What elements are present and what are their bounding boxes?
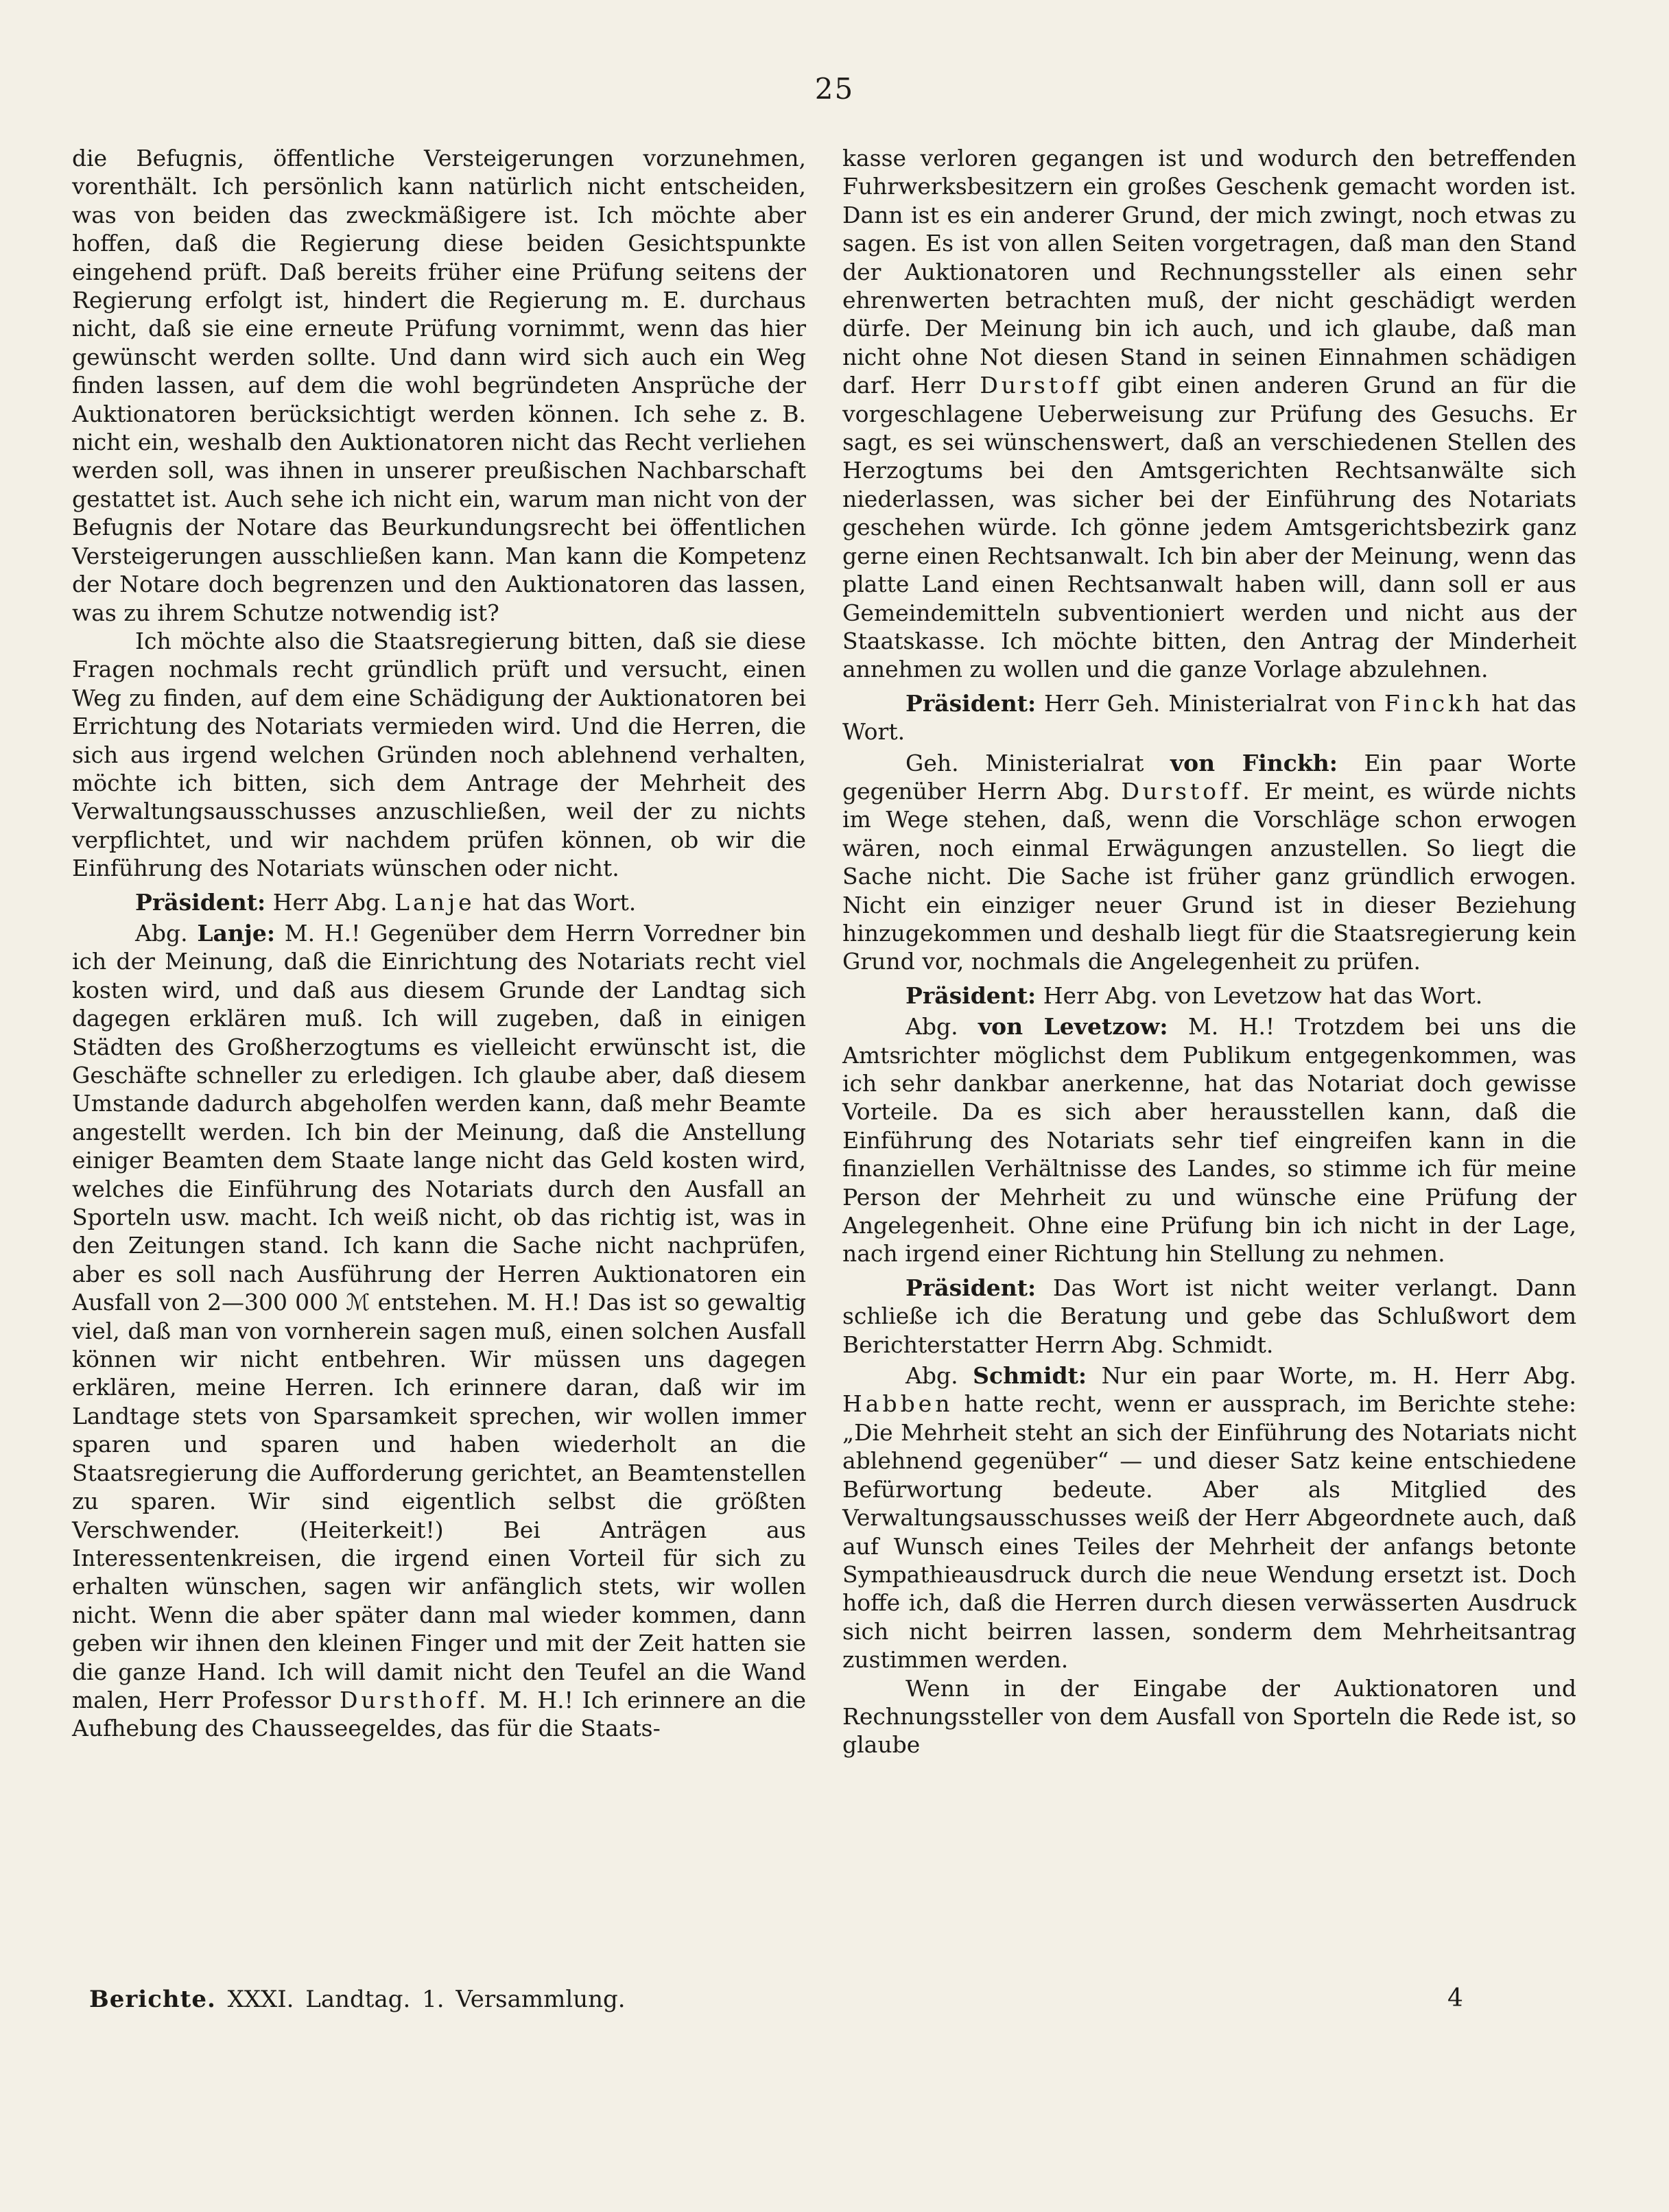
speaker-name: Durstoff: [980, 372, 1102, 399]
speaker-label: Präsident:: [905, 689, 1037, 717]
text-segment: M. H.! Trotzdem bei uns die Amtsrichter möglichst dem Publikum entgegenkommen, was ich sehr dankbar anerkenne, hat das Notariat doch gewisse Vorteile. Da es sich aber herausstellen kann, daß die Einführung des Notariats sehr tief eingreifen kann in die finanziellen Verhältnisse des Landes, so stimme ich für meine Person der Mehrheit zu und wünsche eine Prüfung der Angelegenheit. Ohne eine Prüfung bin ich nicht in der Lage, nach irgend einer Richtung hin Stellung zu nehmen.: [842, 1013, 1576, 1268]
speaker-name: Finckh: [1384, 689, 1484, 717]
speaker-line: [842, 1274, 1576, 1359]
right-column: [842, 144, 1576, 1759]
text-segment: hat das Wort.: [482, 888, 637, 916]
text-segment: Ein paar Worte gegenüber Herrn Abg.: [842, 749, 1576, 805]
text-segment: M. H.! Ich erinnere an die Aufhebung des Chausseegeldes, das für die Staats-: [72, 1686, 807, 1742]
speaker-label: Präsident:: [905, 1274, 1037, 1301]
text-segment: Geh. Ministerialrat: [905, 749, 1144, 776]
paragraph: [842, 749, 1576, 976]
signature-mark: 4: [1447, 1984, 1463, 2012]
text-segment: M. H.! Gegenüber dem Herrn Vorredner bin ich der Meinung, daß die Einrichtung des Notariats recht viel kosten wird, und daß aus diesem Grunde der Landtag sich dagegen erklären muß. Ich will zugeben, daß in einigen Städten des Großherzogtums es vielleicht erwünscht ist, die Geschäfte schneller zu erledigen. Ich glaube aber, daß diesem Umstande dadurch abgeholfen werden kann, daß mehr Beamte angestellt werden. Ich bin der Meinung, daß die Anstellung einiger Beamten dem Staate lange nicht das Geld kosten wird, welches die Einführung des Notariats durch den Ausfall an Sporteln usw. macht. Ich weiß nicht, ob das richtig ist, was in den Zeitungen stand. Ich kann die Sache nicht nachprüfen, aber es soll nach Ausführung der Herren Auktionatoren ein Ausfall von 2—300 000 ℳ entstehen. M. H.! Das ist so gewaltig viel, daß man von vornherein sagen muß, einen solchen Ausfall können wir nicht entbehren. Wir müssen uns dagegen erklären, meine Herren. Ich erinnere daran, daß wir im Landtage stets von Sparsamkeit sprechen, wir wollen immer sparen und sparen und haben wiederholt an die Staatsregierung die Aufforderung gerichtet, an Beamtenstellen zu sparen. Wir sind eigentlich selbst die größten Verschwender. (Heiterkeit!) Bei Anträgen aus Interessentenkreisen, die irgend einen Vorteil für sich zu erhalten wünschen, sagen wir anfänglich stets, wir wollen nicht. Wenn die aber später dann mal wieder kommen, dann geben wir ihnen den kleinen Finger und mit der Zeit hatten sie die ganze Hand. Ich will damit nicht den Teufel an die Wand malen, Herr Professor: [72, 919, 806, 1713]
paragraph: Wenn in der Eingabe der Auktionatoren und Rechnungssteller von dem Ausfall von Sporteln die Rede ist, so glaube: [842, 1674, 1576, 1759]
text-segment: kasse verloren gegangen ist und wodurch den betreffenden Fuhrwerksbesitzern ein großes Geschenk gemacht worden ist. Dann ist es ein anderer Grund, der mich zwingt, noch etwas zu sagen. Es ist von allen Seiten vorgetragen, daß man den Stand der Auktionatoren und Rechnungssteller als einen sehr ehrenwerten betrachten muß, der nicht geschädigt werden dürfe. Der Meinung bin ich auch, und ich glaube, daß man nicht ohne Not diesen Stand in seinen Einnahmen schädigen darf. Herr: [842, 145, 1576, 399]
footer-line: [89, 1986, 809, 2013]
text-segment: hat das Wort.: [842, 689, 1576, 746]
text-segment: Herr Abg. von Levetzow hat das Wort.: [1043, 982, 1483, 1009]
text-segment: Er meint, es würde nichts im Wege stehen, daß, wenn die Vorschläge schon erwogen wären, noch einmal Erwägungen anzustellen. So liegt die Sache nicht. Die Sache ist früher ganz gründlich erwogen. Nicht ein einziger neuer Grund ist in dieser Beziehung hinzugekommen und deshalb liegt für die Staatsregierung kein Grund vor, nochmals die Angelegenheit zu prüfen.: [842, 777, 1576, 975]
speaker-line: [842, 982, 1576, 1010]
speaker-name: von Finckh:: [1170, 749, 1338, 776]
speaker-label: Präsident:: [905, 982, 1037, 1009]
footer-text: XXXI. Landtag. 1. Versammlung.: [227, 1986, 626, 2013]
paragraph: Ich möchte also die Staatsregierung bitten, daß sie diese Fragen nochmals recht gründlich prüft und versucht, einen Weg zu finden, auf dem eine Schädigung der Auktionatoren bei Errichtung des Notariats vermieden wird. Und die Herren, die sich aus irgend welchen Gründen noch ablehnend verhalten, möchte ich bitten, sich dem Antrage der Mehrheit des Verwaltungsausschusses anzuschließen, weil der zu nichts verpflichtet, und wir nachdem prüfen können, ob wir die Einführung des Notariats wünschen oder nicht.: [72, 627, 806, 882]
text-segment: hatte recht, wenn er aussprach, im Berichte stehe: „Die Mehrheit steht an sich der Einführung des Notariats nicht ablehnend gegenüber“ — und dieser Satz keine entschiedene Befürwortung bedeute. Aber als Mitglied des Verwaltungsausschusses weiß der Herr Abgeordnete auch, daß auf Wunsch eines Teiles der Mehrheit der anfangs betonte Sympathieausdruck durch die neue Wendung ersetzt ist. Doch hoffe ich, daß die Herren durch diesen verwässerten Ausdruck sich nicht beirren lassen, sonderm dem Mehrheitsantrag zustimmen werden.: [842, 1390, 1576, 1674]
speaker-name: Habben: [842, 1390, 954, 1418]
speaker-name: Schmidt:: [973, 1362, 1087, 1390]
paragraph: [842, 144, 1576, 684]
footer-label: Berichte.: [89, 1986, 216, 2013]
speaker-line: [842, 689, 1576, 746]
text-segment: Nur ein paar Worte, m. H. Herr Abg.: [1101, 1362, 1576, 1390]
speaker-name: Lanje: [394, 888, 475, 916]
paragraph: die Befugnis, öffentliche Versteigerungen vorzunehmen, vorenthält. Ich persönlich kann natürlich nicht entscheiden, was von beiden das zweckmäßigere ist. Ich möchte aber hoffen, daß die Regierung diese beiden Gesichtspunkte eingehend prüft. Daß bereits früher eine Prüfung seitens der Regierung erfolgt ist, hindert die Regierung m. E. durchaus nicht, daß sie eine erneute Prüfung vornimmt, wenn das hier gewünscht werden sollte. Und dann wird sich auch ein Weg finden lassen, auf dem die wohl begründeten Ansprüche der Auktionatoren berücksichtigt werden können. Ich sehe z. B. nicht ein, weshalb den Auktionatoren nicht das Recht verliehen werden soll, was ihnen in unserer preußischen Nachbarschaft gestattet ist. Auch sehe ich nicht ein, warum man nicht von der Befugnis der Notare das Beurkundungsrecht bei öffentlichen Versteigerungen ausschließen kann. Man kann die Kompetenz der Notare doch begrenzen und den Auktionatoren das lassen, was zu ihrem Schutze notwendig ist?: [72, 145, 806, 626]
paragraph: [842, 1361, 1576, 1674]
text-segment: Herr Geh. Ministerialrat von: [1044, 689, 1377, 717]
speaker-label: Präsident:: [135, 888, 266, 916]
left-column: [72, 144, 806, 1743]
speaker-name: Durstoff.: [1121, 777, 1253, 805]
speaker-name: Lanje:: [197, 919, 276, 947]
speaker-name: Dursthoff.: [340, 1686, 490, 1713]
paragraph: [72, 919, 806, 1743]
speaker-line: [72, 888, 806, 916]
text-segment: Abg.: [905, 1013, 958, 1040]
text-segment: gibt einen anderen Grund an für die vorgeschlagene Ueberweisung zur Prüfung des Gesuchs. Er sagt, es sei wünschenswert, daß an verschiedenen Stellen des Herzogtums bei den Amtsgerichten Rechtsanwälte sich niederlassen, was sicher bei der Einführung des Notariats geschehen würde. Ich gönne jedem Amtsgerichtsbezirk ganz gerne einen Rechtsanwalt. Ich bin aber der Meinung, wenn das platte Land einen Rechtsanwalt haben will, dann soll er aus Gemeindemitteln subventioniert werden und nicht aus der Staatskasse. Ich möchte bitten, den Antrag der Minderheit annehmen zu wollen und die ganze Vorlage abzulehnen.: [842, 372, 1577, 683]
speaker-name: von Levetzow:: [978, 1013, 1168, 1040]
text-segment: Herr Abg.: [272, 888, 388, 916]
text-segment: Das Wort ist nicht weiter verlangt. Dann schließe ich die Beratung und gebe das Schlußwort dem Berichterstatter Herrn Abg. Schmidt.: [842, 1274, 1576, 1358]
text-segment: Abg.: [905, 1362, 958, 1390]
page-number: 25: [814, 72, 855, 106]
text-segment: Abg.: [135, 919, 188, 947]
paragraph: [842, 1012, 1576, 1268]
